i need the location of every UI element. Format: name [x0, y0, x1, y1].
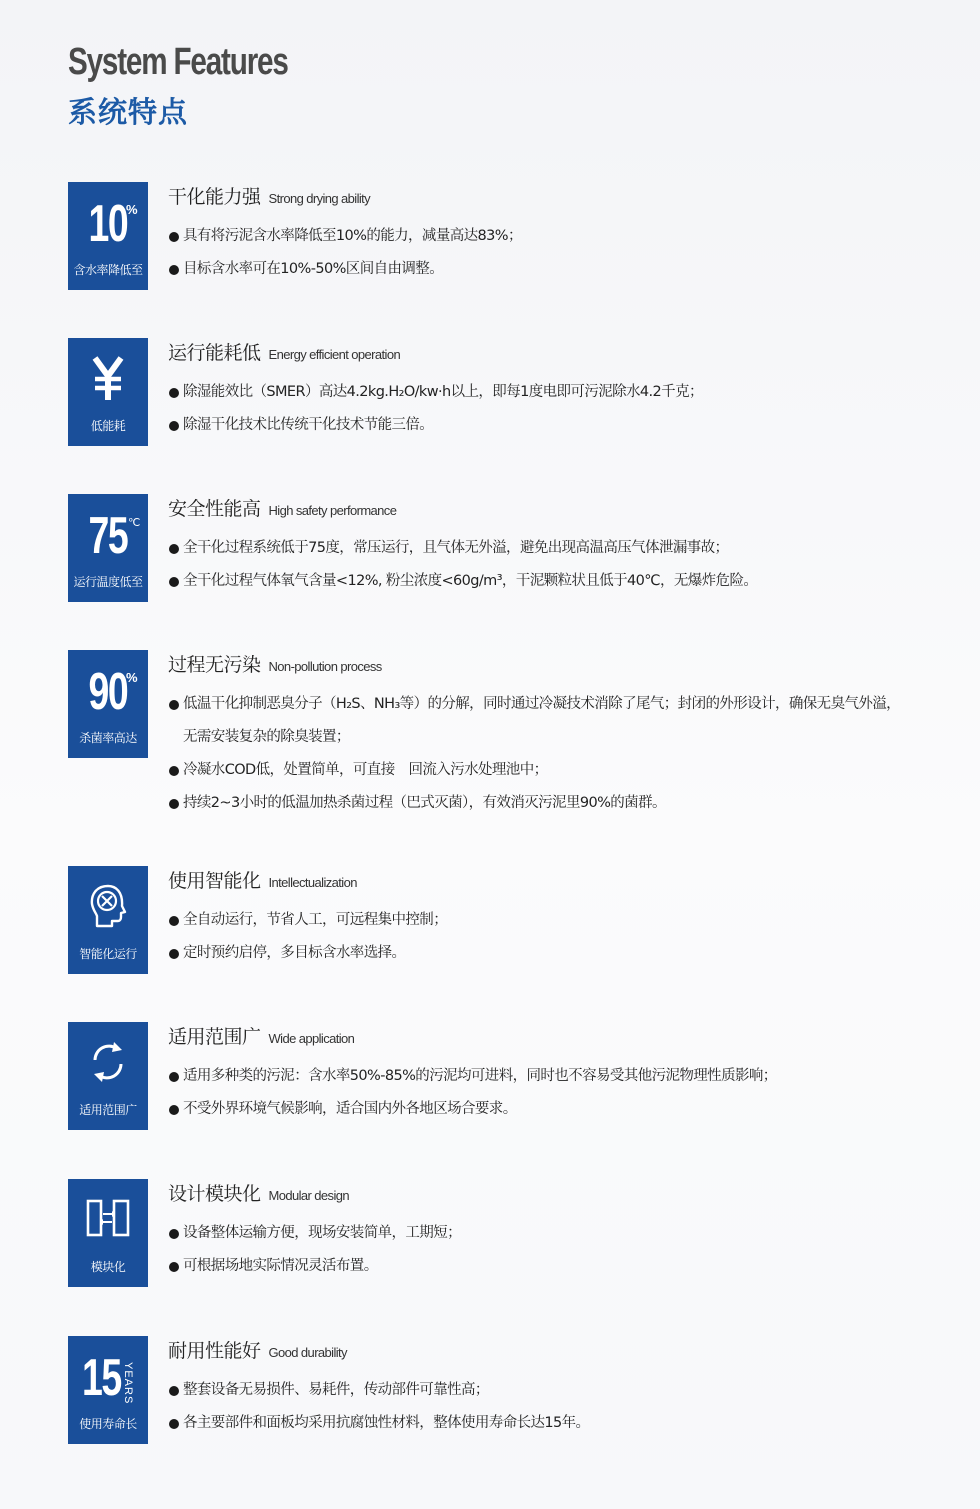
- feature-text: [168, 1336, 948, 1440]
- feature-title-en: Wide application: [268, 1031, 355, 1046]
- title-english: System Features: [68, 41, 288, 83]
- feature-bullets: [168, 220, 948, 286]
- bullet-item: 设备整体运输方便，现场安装简单，工期短；: [168, 1217, 948, 1250]
- feature-non-pollution: [68, 650, 948, 811]
- feature-badge: [68, 182, 148, 290]
- feature-title-cn: 耐用性能好: [168, 1340, 261, 1362]
- bullet-item: 定时预约启停，多目标含水率选择。: [168, 937, 948, 970]
- badge-label: 模块化: [90, 1260, 126, 1274]
- bullet-item: 具有将污泥含水率降低至10%的能力，减量高达83%；: [168, 220, 948, 253]
- bullet-item: 全自动运行，节省人工，可远程集中控制；: [168, 904, 948, 937]
- page-header: [68, 40, 350, 130]
- feature-text: [168, 866, 948, 970]
- feature-safety: [68, 494, 948, 602]
- feature-badge: [68, 338, 148, 446]
- badge-label: 含水率降低至: [73, 263, 143, 277]
- feature-drying-ability: [68, 182, 948, 290]
- bullet-item: 低温干化抑制恶臭分子（H₂S、NH₃等）的分解，同时通过冷凝技术消除了尾气；封闭的外形设计，确保无臭气外溢，: [168, 688, 948, 721]
- bullet-item: 可根据场地实际情况灵活布置。: [168, 1250, 948, 1283]
- feature-title-en: High safety performance: [268, 503, 397, 518]
- feature-title-en: Intellectualization: [268, 875, 357, 890]
- badge-label: 运行温度低至: [73, 575, 143, 589]
- bullet-item: 除湿能效比（SMER）高达4.2kg.H₂O/kw·h以上，即每1度电即可污泥除水4.2千克；: [168, 376, 948, 409]
- feature-bullets: [168, 1374, 948, 1440]
- feature-title-cn: 过程无污染: [168, 654, 261, 676]
- feature-text: [168, 182, 948, 286]
- bullet-item: 全干化过程气体氧气含量<12%, 粉尘浓度<60g/m³，干泥颗粒状且低于40℃，无爆炸危险。: [168, 565, 948, 598]
- bullet-item: 持续2~3小时的低温加热杀菌过程（巴式灭菌），有效消灭污泥里90%的菌群。: [168, 787, 948, 820]
- badge-number: 10: [88, 195, 128, 253]
- feature-text: [168, 494, 948, 598]
- feature-text: [168, 650, 948, 820]
- feature-title-cn: 使用智能化: [168, 870, 261, 892]
- feature-bullets: [168, 688, 948, 820]
- feature-text: [168, 1022, 948, 1126]
- bullet-item: 全干化过程系统低于75度，常压运行，且气体无外溢，避免出现高温高压气体泄漏事故；: [168, 532, 948, 565]
- feature-bullets: [168, 1060, 948, 1126]
- feature-title-en: Strong drying ability: [268, 191, 371, 206]
- bullet-item: 适用多种类的污泥：含水率50%-85%的污泥均可进料，同时也不容易受其他污泥物理性质影响；: [168, 1060, 948, 1093]
- feature-bullets: [168, 1217, 948, 1283]
- feature-title-en: Energy efficient operation: [268, 347, 401, 362]
- badge-unit: ℃: [128, 517, 141, 529]
- feature-text: [168, 338, 948, 442]
- bullet-item: 除湿干化技术比传统干化技术节能三倍。: [168, 409, 948, 442]
- badge-unit: %: [126, 202, 138, 217]
- feature-bullets: [168, 904, 948, 970]
- feature-badge: [68, 866, 148, 974]
- badge-number: 90: [88, 663, 128, 721]
- bullet-item: 冷凝水COD低，处置简单，可直接 回流入污水处理池中；: [168, 754, 948, 787]
- feature-title-cn: 安全性能高: [168, 498, 261, 520]
- badge-number: 15: [82, 1349, 121, 1407]
- feature-title-cn: 适用范围广: [168, 1026, 261, 1048]
- feature-heading: [168, 1336, 948, 1366]
- feature-title-cn: 干化能力强: [168, 186, 261, 208]
- feature-title-cn: 运行能耗低: [168, 342, 261, 364]
- feature-heading: [168, 1022, 948, 1052]
- bullet-item: 整套设备无易损件、易耗件，传动部件可靠性高；: [168, 1374, 948, 1407]
- feature-heading: [168, 494, 948, 524]
- feature-title-en: Non-pollution process: [268, 659, 382, 674]
- badge-label: 智能化运行: [79, 947, 137, 961]
- feature-intelligent: [68, 866, 948, 974]
- feature-badge: [68, 1022, 148, 1130]
- badge-label: 低能耗: [90, 419, 126, 433]
- feature-heading: [168, 1179, 948, 1209]
- cycle-arrows-icon: [86, 1036, 130, 1088]
- title-chinese: 系统特点: [68, 95, 189, 129]
- bullet-item: 各主要部件和面板均采用抗腐蚀性材料，整体使用寿命长达15年。: [168, 1407, 948, 1440]
- feature-title-en: Good durability: [268, 1345, 347, 1360]
- bullet-item: 不受外界环境气候影响，适合国内外各地区场合要求。: [168, 1093, 948, 1126]
- feature-heading: [168, 182, 948, 212]
- feature-title-cn: 设计模块化: [168, 1183, 261, 1205]
- feature-bullets: [168, 532, 948, 598]
- feature-badge: [68, 1179, 148, 1287]
- feature-heading: [168, 650, 948, 680]
- yen-icon: [86, 352, 130, 404]
- badge-unit: YEARS: [122, 1362, 134, 1405]
- smart-head-icon: [86, 880, 130, 932]
- feature-badge: [68, 494, 148, 602]
- badge-label: 杀菌率高达: [79, 731, 137, 745]
- module-icon: [86, 1193, 130, 1245]
- feature-badge: [68, 1336, 148, 1444]
- feature-bullets: [168, 376, 948, 442]
- feature-heading: [168, 866, 948, 896]
- bullet-continuation: 无需安装复杂的除臭装置；: [183, 729, 350, 745]
- feature-energy-efficient: [68, 338, 948, 446]
- bullet-item: 目标含水率可在10%-50%区间自由调整。: [168, 253, 948, 286]
- badge-number: 75: [88, 507, 128, 565]
- badge-label: 使用寿命长: [79, 1417, 137, 1431]
- badge-unit: %: [126, 670, 138, 685]
- feature-wide-application: [68, 1022, 948, 1130]
- feature-modular: [68, 1179, 948, 1287]
- feature-title-en: Modular design: [268, 1188, 350, 1203]
- badge-label: 适用范围广: [79, 1103, 137, 1117]
- feature-heading: [168, 338, 948, 368]
- feature-text: [168, 1179, 948, 1283]
- feature-badge: [68, 650, 148, 758]
- feature-durability: [68, 1336, 948, 1444]
